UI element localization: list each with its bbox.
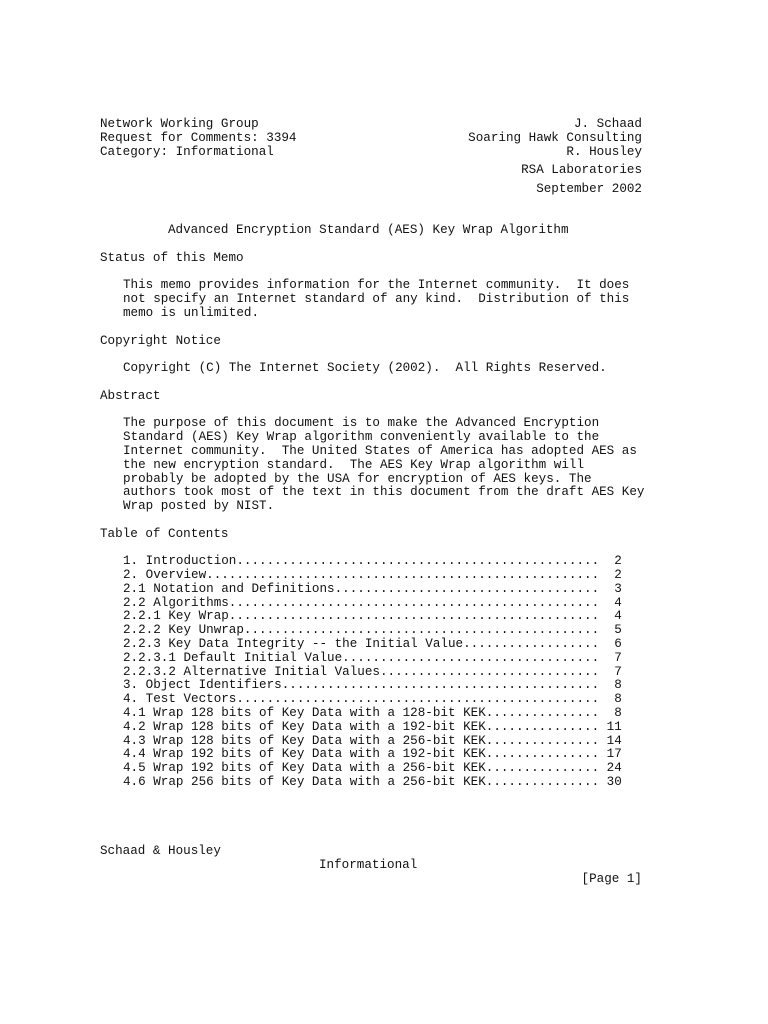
status-line: This memo provides information for the Internet community. It does <box>123 278 630 293</box>
toc-entry[interactable]: 3. Object Identifiers.......................................... 8 <box>123 678 622 693</box>
spacer <box>100 514 660 528</box>
spacer <box>100 266 660 280</box>
toc-entry[interactable]: 2.2.3.2 Alternative Initial Values............................. 7 <box>123 664 622 679</box>
abstract-line: probably be adopted by the USA for encryption of AES keys. The <box>123 471 592 486</box>
header-left-text: Network Working Group <box>100 117 259 131</box>
rfc-page <box>100 117 660 886</box>
section-heading-toc: Table of Contents <box>100 526 229 541</box>
toc-entry[interactable]: 4.1 Wrap 128 bits of Key Data with a 128-bit KEK............... 8 <box>123 706 622 721</box>
abstract-line: authors took most of the text in this document from the draft AES Key <box>123 485 645 500</box>
spacer <box>100 348 660 362</box>
toc-entry[interactable]: 2.2 Algorithms................................................. 4 <box>123 595 622 610</box>
header-right-text: R. Housley <box>566 144 642 159</box>
toc-entry[interactable]: 4.6 Wrap 256 bits of Key Data with a 256-bit KEK............... 30 <box>123 775 622 790</box>
toc-entry[interactable]: 2.1 Notation and Definitions................................... 3 <box>123 581 622 596</box>
toc-entry[interactable]: 4.5 Wrap 192 bits of Key Data with a 256-bit KEK............... 24 <box>123 761 622 776</box>
section-heading-copyright: Copyright Notice <box>100 333 221 348</box>
header-row <box>100 132 660 146</box>
spacer <box>100 321 660 335</box>
header-row <box>100 178 660 197</box>
header-row <box>100 118 660 132</box>
header-right-text: Soaring Hawk Consulting <box>468 130 642 145</box>
spacer <box>100 404 660 418</box>
toc-entry[interactable]: 2.2.1 Key Wrap................................................. 4 <box>123 609 622 624</box>
section-heading-status: Status of this Memo <box>100 250 244 265</box>
spacer <box>100 804 660 818</box>
toc-entry[interactable]: 4.4 Wrap 192 bits of Key Data with a 192-bit KEK............... 17 <box>123 747 622 762</box>
document-title: Advanced Encryption Standard (AES) Key Wrap Algorithm <box>168 223 569 238</box>
spacer <box>100 197 660 211</box>
copyright-line: Copyright (C) The Internet Society (2002). All Rights Reserved. <box>123 361 607 376</box>
footer-authors: Schaad & Housley <box>100 844 221 859</box>
header-row <box>100 159 660 178</box>
footer-page-number: [Page 1] <box>581 871 642 886</box>
header-left-text: Category: Informational <box>100 144 274 159</box>
section-heading-abstract: Abstract <box>100 388 161 403</box>
toc-entry[interactable]: 2.2.3 Key Data Integrity -- the Initial Value.................. 6 <box>123 637 622 652</box>
abstract-line: The purpose of this document is to make the Advanced Encryption <box>123 416 600 431</box>
spacer <box>100 542 660 556</box>
abstract-line: Internet community. The United States of America has adopted AES as <box>123 443 637 458</box>
toc-entry[interactable]: 4. Test Vectors................................................ 8 <box>123 692 622 707</box>
header-left-text <box>100 178 390 192</box>
header-right-text: September 2002 <box>536 181 642 196</box>
abstract-line: Standard (AES) Key Wrap algorithm conveniently available to the <box>123 430 600 445</box>
header-row <box>100 146 660 160</box>
header-right-text: J. Schaad <box>573 117 642 131</box>
header-right-text: RSA Laboratories <box>521 163 642 178</box>
spacer <box>100 376 660 390</box>
spacer <box>100 790 660 804</box>
document-header <box>100 118 660 197</box>
toc-entry[interactable]: 4.2 Wrap 128 bits of Key Data with a 192-bit KEK............... 11 <box>123 719 622 734</box>
abstract-line: the new encryption standard. The AES Key Wrap algorithm will <box>123 457 585 472</box>
abstract-line: Wrap posted by NIST. <box>123 499 275 514</box>
spacer <box>100 210 660 224</box>
toc-list <box>100 555 660 790</box>
header-left-text: Request for Comments: 3394 <box>100 130 297 145</box>
header-left-text <box>100 159 390 173</box>
spacer <box>100 817 660 831</box>
status-line: memo is unlimited. <box>123 305 260 320</box>
footer-category: Informational <box>319 857 418 872</box>
toc-entry[interactable]: 2. Overview.................................................... 2 <box>123 568 622 583</box>
toc-entry[interactable]: 4.3 Wrap 128 bits of Key Data with a 256-bit KEK............... 14 <box>123 733 622 748</box>
page-footer <box>100 831 660 886</box>
spacer <box>100 238 660 252</box>
toc-entry[interactable]: 2.2.3.1 Default Initial Value.................................. 7 <box>123 650 622 665</box>
toc-entry[interactable]: 1. Introduction................................................ 2 <box>123 554 622 569</box>
toc-entry[interactable]: 2.2.2 Key Unwrap............................................... 5 <box>123 623 622 638</box>
status-line: not specify an Internet standard of any kind. Distribution of this <box>123 292 630 307</box>
